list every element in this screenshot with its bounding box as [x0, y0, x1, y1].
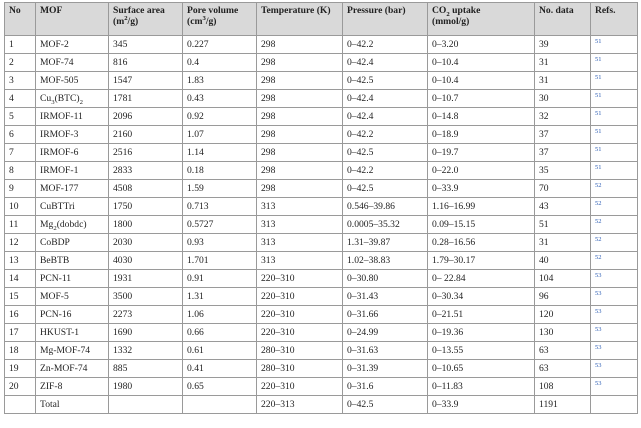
cell-pressure: 0.0005–35.32 [343, 216, 428, 234]
cell-temperature: 298 [257, 162, 343, 180]
cell-pressure: 0–31.39 [343, 360, 428, 378]
ref-link[interactable]: 52 [595, 253, 602, 261]
cell-pressure: 0–42.5 [343, 180, 428, 198]
ref-link[interactable]: 52 [595, 217, 602, 225]
cell-no: 7 [5, 144, 36, 162]
cell-no-data: 43 [535, 198, 591, 216]
cell-temperature: 220–313 [257, 396, 343, 414]
cell-no: 13 [5, 252, 36, 270]
cell-pressure: 0–42.4 [343, 54, 428, 72]
header-mof: MOF [36, 3, 109, 36]
cell-co2-uptake: 1.79–30.17 [428, 252, 535, 270]
cell-total-label: Total [36, 396, 109, 414]
cell-mof: PCN-11 [36, 270, 109, 288]
ref-link[interactable]: 51 [595, 109, 602, 117]
table-row [5, 36, 638, 54]
cell-mof: IRMOF-11 [36, 108, 109, 126]
table-row [5, 144, 638, 162]
cell-surface-area: 2160 [109, 126, 183, 144]
cell-surface-area: 1547 [109, 72, 183, 90]
cell-surface-area: 4508 [109, 180, 183, 198]
table-row [5, 90, 638, 108]
cell-temperature: 298 [257, 144, 343, 162]
cell-mof: BeBTB [36, 252, 109, 270]
cell-co2-uptake: 0– 22.84 [428, 270, 535, 288]
ref-link[interactable]: 51 [595, 37, 602, 45]
header-co2-uptake [428, 3, 535, 36]
table-row [5, 306, 638, 324]
cell-no-data: 37 [535, 144, 591, 162]
cell-temperature: 298 [257, 108, 343, 126]
cell-surface-area: 1332 [109, 342, 183, 360]
table-row [5, 378, 638, 396]
cell-pressure: 0–30.80 [343, 270, 428, 288]
cell-co2-uptake: 0–10.65 [428, 360, 535, 378]
cell-mof: CoBDP [36, 234, 109, 252]
cell-ref [591, 180, 638, 198]
cell-surface-area: 2273 [109, 306, 183, 324]
cell-no: 8 [5, 162, 36, 180]
ref-link[interactable]: 51 [595, 73, 602, 81]
cell-ref [591, 54, 638, 72]
cell-temperature: 280–310 [257, 360, 343, 378]
cell-mof: $Mg_2(dobdc)$ [36, 216, 109, 234]
cell-pressure: 0–31.43 [343, 288, 428, 306]
cell-pressure: 1.31–39.87 [343, 234, 428, 252]
header-co2-uptake-label: $CO_2$ uptake [432, 5, 481, 18]
cell-surface-area [109, 396, 183, 414]
cell-ref [591, 216, 638, 234]
cell-no: 3 [5, 72, 36, 90]
header-no: No [5, 3, 36, 36]
cell-ref [591, 324, 638, 342]
cell-pressure: 0–31.66 [343, 306, 428, 324]
ref-link[interactable]: 51 [595, 91, 602, 99]
cell-no: 17 [5, 324, 36, 342]
cell-co2-uptake: 0–19.7 [428, 144, 535, 162]
cell-pore-volume: 0.227 [183, 36, 257, 54]
cell-temperature: 298 [257, 72, 343, 90]
cell-temperature: 313 [257, 234, 343, 252]
cell-co2-uptake: 0–10.4 [428, 72, 535, 90]
mof-data-table-container [4, 2, 637, 414]
cell-surface-area: 1980 [109, 378, 183, 396]
ref-link[interactable]: 52 [595, 199, 602, 207]
cell-no-data: 39 [535, 36, 591, 54]
cell-surface-area: 4030 [109, 252, 183, 270]
cell-pressure: 0–31.6 [343, 378, 428, 396]
table-row [5, 198, 638, 216]
cell-surface-area: 1690 [109, 324, 183, 342]
cell-pore-volume: 1.59 [183, 180, 257, 198]
cell-ref [591, 396, 638, 414]
cell-no-data: 51 [535, 216, 591, 234]
cell-no: 5 [5, 108, 36, 126]
cell-temperature: 313 [257, 198, 343, 216]
ref-link[interactable]: 53 [595, 307, 602, 315]
table-body [5, 36, 638, 414]
cell-surface-area: 2516 [109, 144, 183, 162]
cell-no-data: 104 [535, 270, 591, 288]
table-row [5, 126, 638, 144]
cell-temperature: 298 [257, 180, 343, 198]
cell-ref [591, 288, 638, 306]
table-row-total [5, 396, 638, 414]
table-row [5, 216, 638, 234]
cell-co2-uptake: 1.16–16.99 [428, 198, 535, 216]
cell-mof: IRMOF-1 [36, 162, 109, 180]
cell-co2-uptake: 0–10.7 [428, 90, 535, 108]
cell-pore-volume: 0.5727 [183, 216, 257, 234]
cell-surface-area: 1750 [109, 198, 183, 216]
cell-surface-area: 2096 [109, 108, 183, 126]
cell-surface-area: 2030 [109, 234, 183, 252]
header-surface-area-label: Surface area [113, 5, 165, 16]
cell-ref [591, 144, 638, 162]
cell-ref [591, 378, 638, 396]
cell-pressure: 0–42.2 [343, 36, 428, 54]
cell-no-data: 96 [535, 288, 591, 306]
cell-mof: PCN-16 [36, 306, 109, 324]
cell-no: 20 [5, 378, 36, 396]
cell-mof: Zn-MOF-74 [36, 360, 109, 378]
cell-no-data: 31 [535, 72, 591, 90]
ref-link[interactable]: 51 [595, 55, 602, 63]
cell-surface-area: 816 [109, 54, 183, 72]
mof-co2-uptake-table [4, 2, 638, 414]
cell-mof: IRMOF-3 [36, 126, 109, 144]
cell-pore-volume: 0.93 [183, 234, 257, 252]
cell-no: 12 [5, 234, 36, 252]
cell-no-data: 63 [535, 342, 591, 360]
ref-link[interactable]: 52 [595, 181, 602, 189]
cell-pressure: 0–42.2 [343, 126, 428, 144]
cell-co2-uptake: 0–13.55 [428, 342, 535, 360]
cell-no-data: 70 [535, 180, 591, 198]
cell-temperature: 220–310 [257, 306, 343, 324]
header-pore-volume-label: Pore volume [187, 5, 239, 16]
header-refs: Refs. [591, 3, 638, 36]
cell-no-data: 40 [535, 252, 591, 270]
cell-temperature: 220–310 [257, 324, 343, 342]
cell-pressure: 0–31.63 [343, 342, 428, 360]
cell-pressure: 0–42.2 [343, 162, 428, 180]
cell-no-data: 63 [535, 360, 591, 378]
cell-pressure: 0.546–39.86 [343, 198, 428, 216]
table-row [5, 270, 638, 288]
ref-link[interactable]: 51 [595, 127, 602, 135]
cell-co2-uptake: 0–30.34 [428, 288, 535, 306]
cell-ref [591, 270, 638, 288]
header-pressure: Pressure (bar) [343, 3, 428, 36]
cell-temperature: 313 [257, 252, 343, 270]
cell-no-data: 120 [535, 306, 591, 324]
header-pore-volume [183, 3, 257, 36]
ref-link[interactable]: 53 [595, 289, 602, 297]
cell-no [5, 396, 36, 414]
cell-no: 14 [5, 270, 36, 288]
table-row [5, 180, 638, 198]
cell-mof: IRMOF-6 [36, 144, 109, 162]
cell-mof: MOF-2 [36, 36, 109, 54]
cell-ref [591, 126, 638, 144]
cell-no: 9 [5, 180, 36, 198]
cell-co2-uptake: 0–22.0 [428, 162, 535, 180]
cell-no-data: 37 [535, 126, 591, 144]
cell-surface-area: 1931 [109, 270, 183, 288]
cell-pore-volume: 1.83 [183, 72, 257, 90]
cell-co2-uptake: 0–3.20 [428, 36, 535, 54]
cell-pore-volume: 0.61 [183, 342, 257, 360]
ref-link[interactable]: 51 [595, 163, 602, 171]
cell-no: 1 [5, 36, 36, 54]
cell-temperature: 220–310 [257, 288, 343, 306]
table-row [5, 324, 638, 342]
table-row [5, 54, 638, 72]
cell-pore-volume: 1.31 [183, 288, 257, 306]
ref-link[interactable]: 53 [595, 379, 602, 387]
cell-co2-uptake: 0–33.9 [428, 396, 535, 414]
table-header-row [5, 3, 638, 36]
cell-pore-volume: 0.91 [183, 270, 257, 288]
cell-co2-uptake: 0–10.4 [428, 54, 535, 72]
cell-temperature: 280–310 [257, 342, 343, 360]
ref-link[interactable]: 53 [595, 325, 602, 333]
cell-pore-volume: 1.701 [183, 252, 257, 270]
cell-pore-volume: 0.66 [183, 324, 257, 342]
cell-temperature: 220–310 [257, 378, 343, 396]
cell-mof: MOF-177 [36, 180, 109, 198]
cell-pore-volume: 1.07 [183, 126, 257, 144]
cell-co2-uptake: 0–14.8 [428, 108, 535, 126]
cell-pore-volume: 1.06 [183, 306, 257, 324]
cell-ref [591, 108, 638, 126]
cell-pore-volume: 0.713 [183, 198, 257, 216]
cell-no: 16 [5, 306, 36, 324]
cell-no: 10 [5, 198, 36, 216]
cell-no: 11 [5, 216, 36, 234]
ref-link[interactable]: 52 [595, 235, 602, 243]
cell-no-data: 31 [535, 234, 591, 252]
cell-no: 19 [5, 360, 36, 378]
cell-temperature: 298 [257, 90, 343, 108]
ref-link[interactable]: 51 [595, 145, 602, 153]
cell-no: 15 [5, 288, 36, 306]
header-co2-uptake-unit: (mmol/g) [432, 16, 470, 27]
cell-pore-volume [183, 396, 257, 414]
cell-pore-volume: 0.65 [183, 378, 257, 396]
cell-ref [591, 90, 638, 108]
cell-ref [591, 342, 638, 360]
cell-surface-area: 3500 [109, 288, 183, 306]
header-no-data: No. data [535, 3, 591, 36]
cell-ref [591, 162, 638, 180]
table-row [5, 252, 638, 270]
cell-pore-volume: 0.18 [183, 162, 257, 180]
cell-temperature: 298 [257, 126, 343, 144]
table-row [5, 342, 638, 360]
cell-co2-uptake: 0–21.51 [428, 306, 535, 324]
table-row [5, 288, 638, 306]
cell-co2-uptake: 0–11.83 [428, 378, 535, 396]
ref-link[interactable]: 53 [595, 361, 602, 369]
cell-pore-volume: 0.43 [183, 90, 257, 108]
cell-pressure: 0–42.4 [343, 90, 428, 108]
cell-mof: MOF-74 [36, 54, 109, 72]
table-row [5, 108, 638, 126]
cell-no: 4 [5, 90, 36, 108]
cell-no: 18 [5, 342, 36, 360]
cell-ref [591, 252, 638, 270]
table-row [5, 360, 638, 378]
cell-mof: Mg-MOF-74 [36, 342, 109, 360]
cell-temperature: 298 [257, 36, 343, 54]
cell-pressure: 0–42.4 [343, 108, 428, 126]
cell-mof: MOF-5 [36, 288, 109, 306]
cell-no-data: 108 [535, 378, 591, 396]
cell-no-data: 31 [535, 54, 591, 72]
cell-no-data: 1191 [535, 396, 591, 414]
cell-temperature: 313 [257, 216, 343, 234]
cell-pore-volume: 1.14 [183, 144, 257, 162]
cell-ref [591, 36, 638, 54]
cell-surface-area: 345 [109, 36, 183, 54]
table-row [5, 162, 638, 180]
cell-ref [591, 198, 638, 216]
cell-temperature: 298 [257, 54, 343, 72]
cell-pressure: 0–42.5 [343, 144, 428, 162]
cell-mof: ZIF-8 [36, 378, 109, 396]
ref-link[interactable]: 53 [595, 343, 602, 351]
cell-mof: $Cu_3(BTC)_2$ [36, 90, 109, 108]
cell-no-data: 35 [535, 162, 591, 180]
ref-link[interactable]: 53 [595, 271, 602, 279]
cell-ref [591, 360, 638, 378]
cell-co2-uptake: 0–33.9 [428, 180, 535, 198]
cell-co2-uptake: 0–18.9 [428, 126, 535, 144]
cell-pressure: 0–42.5 [343, 396, 428, 414]
header-surface-area [109, 3, 183, 36]
header-pore-volume-unit: $(cm^3/g)$ [187, 14, 217, 27]
header-temperature: Temperature (K) [257, 3, 343, 36]
cell-pressure: 1.02–38.83 [343, 252, 428, 270]
cell-pressure: 0–24.99 [343, 324, 428, 342]
cell-temperature: 220–310 [257, 270, 343, 288]
cell-pore-volume: 0.41 [183, 360, 257, 378]
cell-no-data: 32 [535, 108, 591, 126]
cell-mof: HKUST-1 [36, 324, 109, 342]
cell-ref [591, 306, 638, 324]
cell-pore-volume: 0.92 [183, 108, 257, 126]
cell-no: 6 [5, 126, 36, 144]
table-row [5, 234, 638, 252]
cell-no-data: 130 [535, 324, 591, 342]
cell-co2-uptake: 0.28–16.56 [428, 234, 535, 252]
cell-surface-area: 2833 [109, 162, 183, 180]
cell-pore-volume: 0.4 [183, 54, 257, 72]
header-surface-area-unit: $(m^2/g)$ [113, 14, 139, 27]
cell-ref [591, 234, 638, 252]
cell-surface-area: 1800 [109, 216, 183, 234]
table-row [5, 72, 638, 90]
cell-no: 2 [5, 54, 36, 72]
cell-mof: CuBTTri [36, 198, 109, 216]
cell-ref [591, 72, 638, 90]
cell-no-data: 30 [535, 90, 591, 108]
cell-pressure: 0–42.5 [343, 72, 428, 90]
cell-surface-area: 1781 [109, 90, 183, 108]
cell-co2-uptake: 0–19.36 [428, 324, 535, 342]
cell-mof: MOF-505 [36, 72, 109, 90]
cell-surface-area: 885 [109, 360, 183, 378]
cell-co2-uptake: 0.09–15.15 [428, 216, 535, 234]
